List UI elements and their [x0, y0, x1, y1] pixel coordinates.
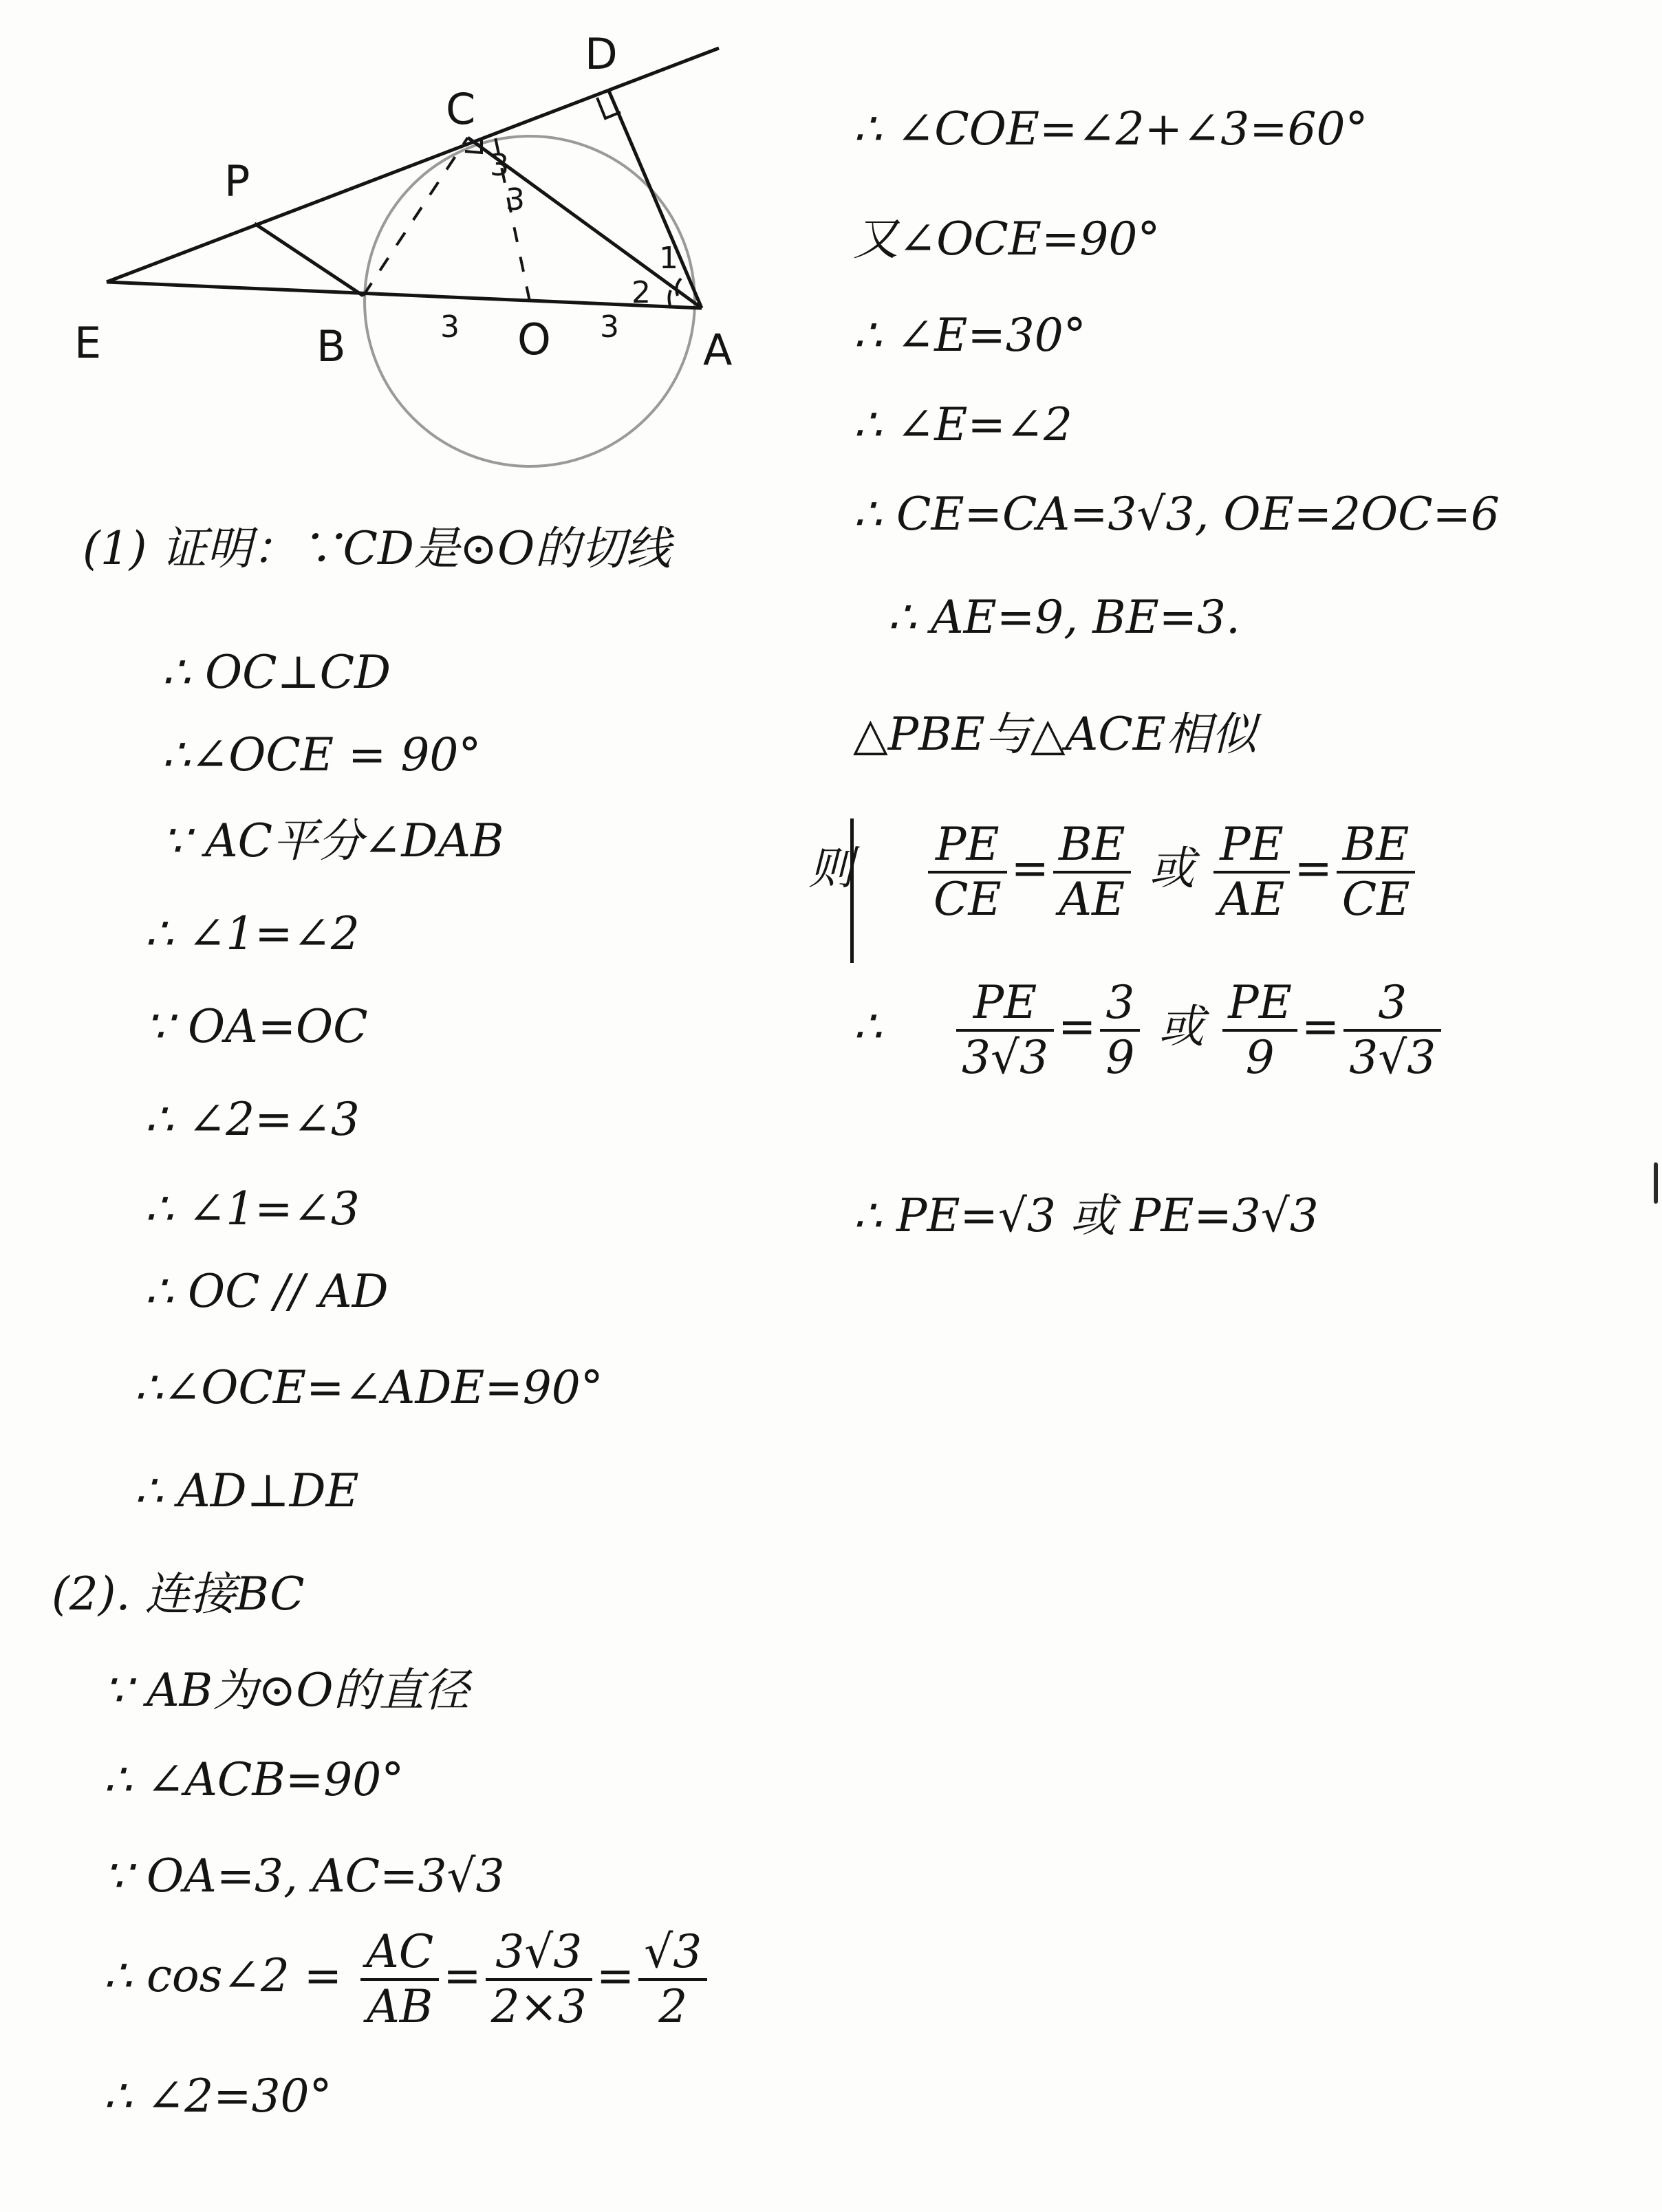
denominator: AB — [367, 1980, 433, 2033]
label-d: D — [585, 29, 618, 79]
fraction — [1222, 977, 1297, 1084]
denominator: 3√3 — [1349, 1030, 1436, 1084]
numerator: PE — [1222, 977, 1297, 1032]
label-b: B — [316, 321, 346, 371]
line-pb — [255, 224, 363, 296]
fraction — [1053, 818, 1131, 926]
part2-final: ∴ ∠2=30° — [103, 2070, 332, 2123]
label-angle-3: 3 — [490, 148, 509, 183]
similarity-ratios: 则 $\frac{PE}{CE}$ = $\frac{BE}{AE}$ 或 $\frac{PE}{AE}$ = $\frac{BE}{CE}$ — [808, 818, 1419, 926]
label-angle-2: 2 — [632, 275, 651, 310]
final-conclusion: ∴ PE=√3 或 PE=3√3 — [853, 1189, 1319, 1242]
numerator: 3 — [1343, 977, 1441, 1032]
label-seg-oc: 3 — [506, 182, 525, 217]
right-step: 又∠OCE=90° — [853, 213, 1161, 265]
fraction — [638, 1926, 707, 2033]
part1-step: ∵ OA=OC — [144, 1000, 368, 1053]
numerator: BE — [1053, 818, 1131, 874]
line-ea — [107, 282, 702, 308]
part1-step: ∴∠OCE = 90° — [162, 728, 482, 781]
numerator: 3√3 — [486, 1926, 592, 1981]
right-step: ∴ CE=CA=3√3, OE=2OC=6 — [853, 488, 1500, 541]
part2-step: ∴ ∠ACB=90° — [103, 1753, 404, 1806]
tangent-line-ed — [107, 48, 719, 282]
denominator: CE — [933, 872, 1002, 926]
denominator: 9 — [1105, 1030, 1135, 1084]
then-label: 则 — [808, 841, 854, 895]
fraction — [1337, 818, 1416, 926]
right-step: ∴ ∠COE=∠2+∠3=60° — [853, 102, 1368, 155]
numerator: 3 — [1100, 977, 1140, 1032]
therefore: ∴ — [853, 999, 882, 1053]
right-step: ∴ AE=9, BE=3. — [887, 591, 1241, 644]
label-angle-1: 1 — [659, 241, 678, 276]
denominator: 9 — [1245, 1030, 1275, 1084]
dashed-bc — [363, 138, 468, 296]
numerator: PE — [928, 818, 1007, 874]
part1-step: ∴ ∠1=∠2 — [144, 907, 360, 960]
denominator: AE — [1218, 872, 1285, 926]
denominator: CE — [1341, 872, 1410, 926]
denominator: 2 — [658, 1980, 688, 2033]
part1-step: ∴∠OCE=∠ADE=90° — [134, 1361, 603, 1414]
part1-step: ∵ AC平分∠DAB — [162, 814, 504, 867]
numerator: BE — [1337, 818, 1416, 874]
fraction — [486, 1926, 592, 2033]
denominator: 3√3 — [961, 1030, 1049, 1084]
right-step: ∴ ∠E=30° — [853, 309, 1086, 362]
label-e: E — [74, 318, 102, 368]
part2-step: ∵ AB为⊙O的直径 — [103, 1664, 470, 1717]
part1-step: ∴ OC⊥CD — [162, 646, 391, 699]
cos-prefix: ∴ cos∠2 = — [103, 1949, 343, 2002]
fraction — [1343, 977, 1441, 1084]
or-label: 或 — [1158, 999, 1205, 1053]
part1-step: ∴ OC // AD — [144, 1265, 389, 1318]
part1-step: ∴ AD⊥DE — [134, 1464, 359, 1517]
geometry-figure — [0, 0, 825, 495]
fraction — [1213, 818, 1291, 926]
part1-header: (1) 证明：∵CD是⊙O的切线 — [83, 522, 671, 575]
denominator: 2×3 — [490, 1980, 587, 2033]
numerator: √3 — [638, 1926, 707, 1981]
part2-header: (2). 连接BC — [52, 1568, 305, 1620]
numerator: PE — [956, 977, 1054, 1032]
or-label: 或 — [1149, 841, 1195, 895]
right-step: ∴ ∠E=∠2 — [853, 398, 1073, 451]
label-c: C — [446, 84, 476, 134]
cos-equation: ∴ cos∠2 = $\frac{AC}{AB}$ = $\frac{3√3}{2\times 3}$ = $\frac{√3}{2}$ — [103, 1926, 711, 2033]
substituted-ratios: ∴ $\frac{PE}{3√3}$ = $\frac{3}{9}$ 或 $\frac{PE}{9}$ = $\frac{3}{3√3}$ — [853, 977, 1445, 1084]
label-seg-bo: 3 — [440, 310, 460, 345]
part1-step: ∴ ∠2=∠3 — [144, 1093, 360, 1146]
label-a: A — [703, 325, 733, 375]
fraction — [956, 977, 1054, 1084]
label-o: O — [517, 314, 551, 365]
pen-mark — [1654, 1162, 1658, 1204]
right-step: △PBE与△ACE相似 — [853, 708, 1257, 761]
label-seg-oa: 3 — [600, 310, 619, 345]
label-p: P — [224, 156, 250, 206]
angle-arc-a2 — [669, 290, 671, 308]
numerator: AC — [360, 1926, 439, 1981]
part1-step: ∴ ∠1=∠3 — [144, 1182, 360, 1235]
fraction — [1100, 977, 1140, 1084]
part2-step: ∵ OA=3, AC=3√3 — [103, 1850, 505, 1902]
fraction — [360, 1926, 439, 2033]
denominator: AE — [1059, 872, 1125, 926]
numerator: PE — [1213, 818, 1291, 874]
fraction — [928, 818, 1007, 926]
